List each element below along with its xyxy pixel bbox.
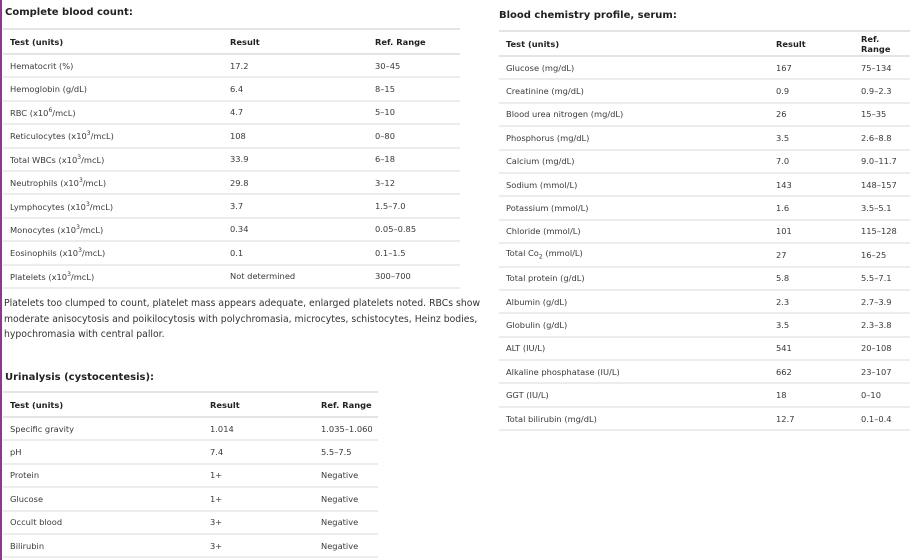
- ref-range-cell: 0.9–2.3: [854, 79, 910, 102]
- test-name: Alkaline phosphatase (IU/L): [506, 366, 620, 377]
- ref-range-cell: 1.035–1.060: [314, 417, 378, 440]
- ref-range-cell: 300–700: [368, 265, 460, 288]
- test-name-cell: [3, 194, 223, 217]
- result-cell: 27: [769, 243, 854, 266]
- table-row: [499, 56, 910, 79]
- cbc-note: Platelets too clumped to count, platelet mass appears adequate, enlarged platelets noted. RBCs show moderate anisocytosis and poikilocytosis with polychromasia, microcytes, schistocytes, Heinz bodies, hypochromasia with central pallor.: [4, 298, 481, 340]
- table-row: [499, 337, 910, 360]
- ref-range-cell: 115–128: [854, 220, 910, 243]
- test-name-cell: [499, 196, 769, 219]
- ref-range-cell: 16–25: [854, 243, 910, 266]
- test-name: Phosphorus (mg/dL): [506, 132, 590, 143]
- test-name: Total bilirubin (mg/dL): [506, 413, 597, 424]
- test-name: pH: [10, 447, 22, 458]
- test-name: Specific gravity: [10, 423, 75, 434]
- test-name: GGT (IU/L): [506, 390, 549, 401]
- col-result: Result: [223, 29, 368, 54]
- unit-subscript: 2: [538, 254, 543, 262]
- ref-range-cell: Negative: [314, 487, 378, 510]
- result-cell: 29.8: [223, 171, 368, 194]
- test-name: Monocytes (x10: [10, 224, 77, 235]
- table-row: [499, 126, 910, 149]
- table-row: [3, 440, 378, 463]
- test-name-cell: [3, 54, 223, 77]
- cbc-table: [3, 28, 460, 289]
- test-name-cell: [499, 150, 769, 173]
- test-name-cell: [499, 383, 769, 406]
- ref-range-cell: Negative: [314, 511, 378, 534]
- chemistry-table: [499, 30, 910, 431]
- unit-superscript: 3: [85, 200, 90, 208]
- cbc-title: Complete blood count:: [5, 7, 133, 18]
- ref-range-cell: 6–18: [368, 148, 460, 171]
- ref-range-cell: 1.5–7.0: [368, 194, 460, 217]
- result-cell: 6.4: [223, 77, 368, 100]
- table-header-row: [3, 29, 460, 54]
- table-header-row: [499, 31, 910, 56]
- ref-range-cell: 9.0–11.7: [854, 150, 910, 173]
- ref-range-cell: 30–45: [368, 54, 460, 77]
- table-row: [3, 241, 460, 264]
- test-name: Glucose (mg/dL): [506, 62, 575, 73]
- table-row: [499, 196, 910, 219]
- result-cell: 17.2: [223, 54, 368, 77]
- table-row: [499, 267, 910, 290]
- test-name-cell: [499, 220, 769, 243]
- test-name-cell: [3, 511, 203, 534]
- test-name: Creatinine (mg/dL): [506, 86, 584, 97]
- col-range: Ref. Range: [314, 392, 378, 417]
- test-name-cell: [499, 407, 769, 430]
- test-name-cell: [3, 148, 223, 171]
- unit-superscript: 6: [48, 107, 53, 115]
- result-cell: 1.6: [769, 196, 854, 219]
- table-row: [499, 290, 910, 313]
- test-name: Hemoglobin (g/dL): [10, 84, 88, 95]
- table-row: [3, 487, 378, 510]
- unit-superscript: 3: [77, 153, 82, 161]
- unit-tail: (mmol/L): [542, 248, 583, 259]
- table-row: [3, 218, 460, 241]
- result-cell: 4.7: [223, 101, 368, 124]
- ref-range-cell: 3–12: [368, 171, 460, 194]
- unit-tail: /mcL): [89, 201, 114, 212]
- table-row: [3, 171, 460, 194]
- test-name-cell: [499, 103, 769, 126]
- result-cell: 0.34: [223, 218, 368, 241]
- ref-range-cell: 23–107: [854, 360, 910, 383]
- col-range: Ref. Range: [368, 29, 460, 54]
- test-name: Blood urea nitrogen (mg/dL): [506, 109, 624, 120]
- ref-range-cell: 148–157: [854, 173, 910, 196]
- table-row: [499, 383, 910, 406]
- result-cell: 5.8: [769, 267, 854, 290]
- test-name-cell: [499, 126, 769, 149]
- ref-range-cell: 0.1–1.5: [368, 241, 460, 264]
- result-cell: 12.7: [769, 407, 854, 430]
- test-name: Sodium (mmol/L): [506, 179, 578, 190]
- ref-range-cell: 15–35: [854, 103, 910, 126]
- table-row: [3, 511, 378, 534]
- test-name: Protein: [10, 470, 40, 481]
- unit-tail: /mcL): [70, 271, 95, 282]
- result-cell: 2.3: [769, 290, 854, 313]
- result-cell: 3+: [203, 534, 314, 557]
- result-cell: Not determined: [223, 265, 368, 288]
- test-name-cell: [499, 290, 769, 313]
- unit-tail: /mcL): [81, 248, 106, 259]
- table-header-row: [3, 392, 378, 417]
- result-cell: 101: [769, 220, 854, 243]
- result-cell: 167: [769, 56, 854, 79]
- test-name-cell: [3, 171, 223, 194]
- result-cell: 3.5: [769, 126, 854, 149]
- result-cell: 3+: [203, 511, 314, 534]
- ref-range-cell: 2.3–3.8: [854, 313, 910, 336]
- test-name-cell: [499, 173, 769, 196]
- test-name-cell: [499, 337, 769, 360]
- test-name: Calcium (mg/dL): [506, 156, 575, 167]
- result-cell: 3.5: [769, 313, 854, 336]
- table-row: [499, 243, 910, 266]
- table-row: [3, 417, 378, 440]
- result-cell: 662: [769, 360, 854, 383]
- test-name-cell: [3, 218, 223, 241]
- result-cell: 143: [769, 173, 854, 196]
- chem-title: Blood chemistry profile, serum:: [499, 10, 677, 21]
- ref-range-cell: Negative: [314, 534, 378, 557]
- unit-tail: /mcL): [52, 107, 76, 118]
- ref-range-cell: 75–134: [854, 56, 910, 79]
- result-cell: 7.4: [203, 440, 314, 463]
- test-name-cell: [3, 417, 203, 440]
- col-result: Result: [203, 392, 314, 417]
- test-name: Bilirubin: [10, 540, 45, 551]
- test-name: Total WBCs (x10: [10, 154, 78, 165]
- col-result: Result: [769, 31, 854, 56]
- unit-superscript: 3: [67, 270, 71, 278]
- ref-range-cell: Negative: [314, 464, 378, 487]
- result-cell: 541: [769, 337, 854, 360]
- ref-range-cell: 5.5–7.1: [854, 267, 910, 290]
- ref-range-cell: 5.5–7.5: [314, 440, 378, 463]
- result-cell: 0.1: [223, 241, 368, 264]
- unit-superscript: 3: [76, 224, 80, 232]
- table-row: [499, 407, 910, 430]
- table-row: [499, 360, 910, 383]
- unit-superscript: 3: [78, 247, 82, 255]
- ref-range-cell: 0–10: [854, 383, 910, 406]
- test-name: Potassium (mmol/L): [506, 203, 589, 214]
- result-cell: 0.9: [769, 79, 854, 102]
- table-row: [3, 265, 460, 288]
- test-name-cell: [3, 265, 223, 288]
- test-name-cell: [499, 267, 769, 290]
- table-row: [499, 313, 910, 336]
- table-row: [3, 148, 460, 171]
- test-name-cell: [499, 313, 769, 336]
- ref-range-cell: 0.05–0.85: [368, 218, 460, 241]
- test-name: Albumin (g/dL): [506, 296, 568, 307]
- test-name-cell: [3, 124, 223, 147]
- result-cell: 1+: [203, 487, 314, 510]
- table-row: [3, 124, 460, 147]
- table-row: [3, 194, 460, 217]
- table-row: [499, 220, 910, 243]
- unit-superscript: 3: [86, 130, 91, 138]
- result-cell: 1+: [203, 464, 314, 487]
- test-name: Occult blood: [10, 517, 63, 528]
- col-test: Test (units): [3, 29, 223, 54]
- table-row: [499, 150, 910, 173]
- col-test: Test (units): [499, 31, 769, 56]
- test-name: Total Co: [506, 248, 539, 259]
- test-name: Neutrophils (x10: [10, 178, 79, 189]
- test-name: Eosinophils (x10: [10, 248, 79, 259]
- result-cell: 108: [223, 124, 368, 147]
- ref-range-cell: 5–10: [368, 101, 460, 124]
- table-row: [499, 79, 910, 102]
- test-name: ALT (IU/L): [506, 343, 546, 354]
- col-range: Ref. Range: [854, 31, 910, 56]
- table-row: [499, 103, 910, 126]
- unit-tail: /mcL): [79, 224, 104, 235]
- test-name: Chloride (mmol/L): [506, 226, 581, 237]
- ref-range-cell: 0.1–0.4: [854, 407, 910, 430]
- test-name: Total protein (g/dL): [506, 273, 585, 284]
- ref-range-cell: 2.7–3.9: [854, 290, 910, 313]
- test-name-cell: [3, 534, 203, 557]
- test-name-cell: [3, 77, 223, 100]
- test-name-cell: [499, 243, 769, 266]
- test-name: Globulin (g/dL): [506, 319, 568, 330]
- test-name: Hematocrit (%): [10, 60, 74, 71]
- result-cell: 33.9: [223, 148, 368, 171]
- ref-range-cell: 20–108: [854, 337, 910, 360]
- unit-tail: /mcL): [82, 178, 107, 189]
- result-cell: 3.7: [223, 194, 368, 217]
- test-name-cell: [499, 360, 769, 383]
- test-name: Platelets (x10: [10, 271, 68, 282]
- test-name: Reticulocytes (x10: [10, 131, 87, 142]
- test-name: Lymphocytes (x10: [10, 201, 86, 212]
- table-row: [3, 534, 378, 557]
- urine-title: Urinalysis (cystocentesis):: [5, 372, 155, 383]
- test-name-cell: [499, 56, 769, 79]
- result-cell: 1.014: [203, 417, 314, 440]
- left-border: [0, 0, 2, 560]
- ref-range-cell: 8–15: [368, 77, 460, 100]
- ref-range-cell: 0–80: [368, 124, 460, 147]
- test-name-cell: [3, 101, 223, 124]
- ref-range-cell: 2.6–8.8: [854, 126, 910, 149]
- test-name-cell: [3, 241, 223, 264]
- unit-tail: /mcL): [81, 154, 105, 165]
- result-cell: 26: [769, 103, 854, 126]
- unit-tail: /mcL): [90, 131, 114, 142]
- result-cell: 7.0: [769, 150, 854, 173]
- table-row: [3, 101, 460, 124]
- ref-range-cell: 3.5–5.1: [854, 196, 910, 219]
- unit-superscript: 3: [78, 177, 83, 185]
- test-name: Glucose: [10, 493, 44, 504]
- test-name-cell: [3, 487, 203, 510]
- table-row: [3, 77, 460, 100]
- table-row: [3, 54, 460, 77]
- col-test: Test (units): [3, 392, 203, 417]
- test-name-cell: [499, 79, 769, 102]
- table-row: [499, 173, 910, 196]
- test-name-cell: [3, 464, 203, 487]
- urinalysis-table: [3, 391, 378, 558]
- table-row: [3, 464, 378, 487]
- result-cell: 18: [769, 383, 854, 406]
- test-name: RBC (x10: [10, 107, 49, 118]
- test-name-cell: [3, 440, 203, 463]
